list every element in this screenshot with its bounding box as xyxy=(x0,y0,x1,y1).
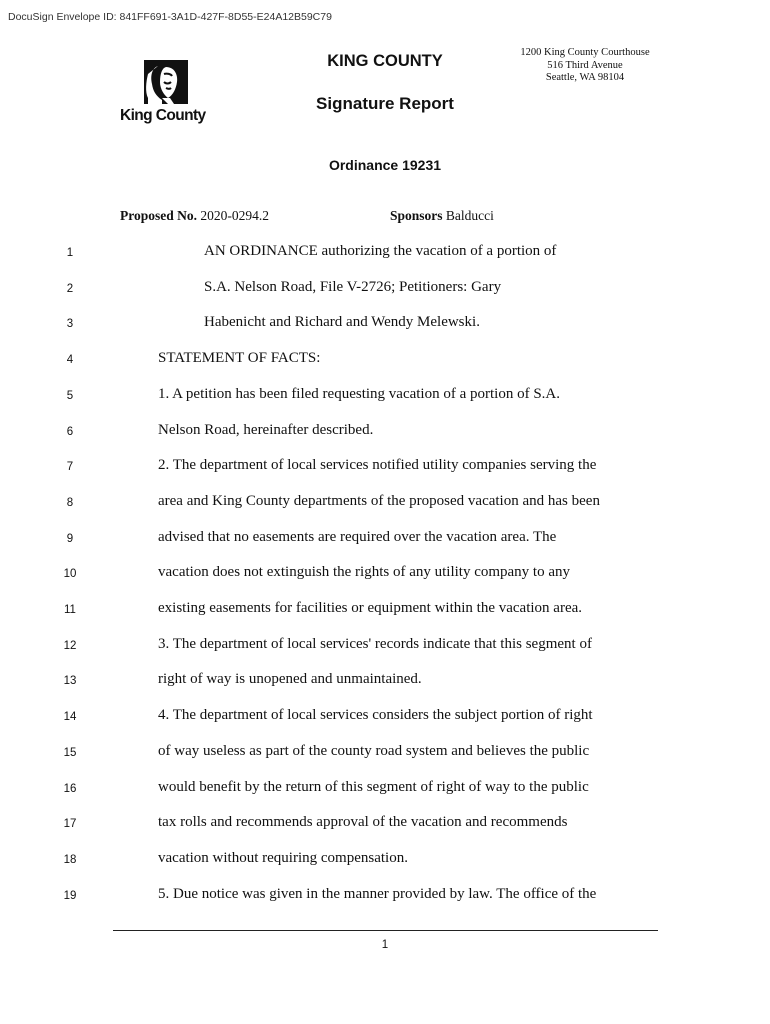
sponsors-label: Sponsors xyxy=(390,208,443,223)
page-number: 1 xyxy=(381,939,389,951)
line-number: 11 xyxy=(64,604,76,616)
line-text: AN ORDINANCE authorizing the vacation of a portion of xyxy=(204,243,557,259)
numbered-line xyxy=(0,529,770,549)
line-number: 8 xyxy=(66,496,74,509)
line-text: 2. The department of local services notified utility companies serving the xyxy=(158,457,597,474)
line-number: 16 xyxy=(63,782,77,795)
line-text: vacation without requiring compensation. xyxy=(158,849,408,866)
numbered-line xyxy=(0,779,770,799)
sponsors-value: Balducci xyxy=(445,208,494,223)
numbered-line xyxy=(0,671,770,691)
address-line: 1200 King County Courthouse xyxy=(520,47,650,58)
sponsors xyxy=(390,208,494,224)
line-number: 19 xyxy=(63,889,77,902)
line-number: 7 xyxy=(66,461,74,474)
report-title: Signature Report xyxy=(316,94,454,113)
line-text: Habenicht and Richard and Wendy Melewski. xyxy=(204,314,480,331)
numbered-line xyxy=(0,422,770,442)
numbered-line xyxy=(0,600,770,620)
numbered-line xyxy=(0,243,770,263)
numbered-line xyxy=(0,350,770,370)
line-text: right of way is unopened and unmaintained. xyxy=(158,671,422,688)
proposed-value: 2020-0294.2 xyxy=(200,208,270,223)
line-number: 1 xyxy=(66,247,74,259)
numbered-line xyxy=(0,886,770,906)
numbered-line xyxy=(0,850,770,870)
line-text: vacation does not extinguish the rights of any utility company to any xyxy=(158,564,571,581)
line-text: STATEMENT OF FACTS: xyxy=(158,350,321,367)
line-number: 10 xyxy=(63,568,77,581)
line-number: 2 xyxy=(66,282,74,295)
line-text: Nelson Road, hereinafter described. xyxy=(158,421,374,438)
line-text: 3. The department of local services' records indicate that this segment of xyxy=(158,635,592,652)
line-number: 14 xyxy=(63,711,77,724)
line-text: advised that no easements are required over the vacation area. The xyxy=(158,528,557,545)
line-number: 9 xyxy=(66,532,74,545)
address-line: 516 Third Avenue xyxy=(547,59,623,71)
line-text: area and King County departments of the proposed vacation and has been xyxy=(158,492,600,509)
line-number: 17 xyxy=(63,818,77,831)
line-text: 5. Due notice was given in the manner provided by law. The office of the xyxy=(158,885,597,902)
line-text: S.A. Nelson Road, File V-2726; Petitioners: Gary xyxy=(204,278,502,295)
numbered-line xyxy=(0,279,770,299)
line-number: 3 xyxy=(66,318,74,331)
proposed-label: Proposed No. xyxy=(120,208,198,223)
county-title: KING COUNTY xyxy=(327,52,443,70)
line-text: existing easements for facilities or equipment within the vacation area. xyxy=(158,600,583,616)
proposed-number xyxy=(120,208,269,224)
line-text: 4. The department of local services considers the subject portion of right xyxy=(158,707,593,724)
numbered-line xyxy=(0,743,770,763)
envelope-id: DocuSign Envelope ID: 841FF691-3A1D-427F-8D55-E24A12B59C79 xyxy=(8,11,332,23)
numbered-line xyxy=(0,457,770,477)
line-number: 15 xyxy=(63,746,77,759)
line-number: 12 xyxy=(63,639,77,652)
numbered-line xyxy=(0,314,770,334)
line-number: 6 xyxy=(66,425,74,438)
line-number: 4 xyxy=(66,354,74,367)
numbered-line xyxy=(0,564,770,584)
address-block xyxy=(495,47,675,85)
ordinance-number: Ordinance 19231 xyxy=(328,157,442,173)
line-number: 18 xyxy=(63,853,77,866)
line-number: 5 xyxy=(66,389,74,402)
line-text: tax rolls and recommends approval of the vacation and recommends xyxy=(158,814,568,831)
address-line: Seattle, WA 98104 xyxy=(545,72,625,83)
logo-wordmark: King County xyxy=(120,107,206,124)
line-number: 13 xyxy=(63,675,77,688)
line-text: 1. A petition has been filed requesting vacation of a portion of S.A. xyxy=(158,385,560,402)
numbered-line xyxy=(0,707,770,727)
numbered-line xyxy=(0,814,770,834)
numbered-line xyxy=(0,493,770,513)
line-text: would benefit by the return of this segment of right of way to the public xyxy=(158,778,589,795)
line-text: of way useless as part of the county road system and believes the public xyxy=(158,742,590,759)
numbered-line xyxy=(0,386,770,406)
footer-divider xyxy=(113,930,658,931)
numbered-line xyxy=(0,636,770,656)
